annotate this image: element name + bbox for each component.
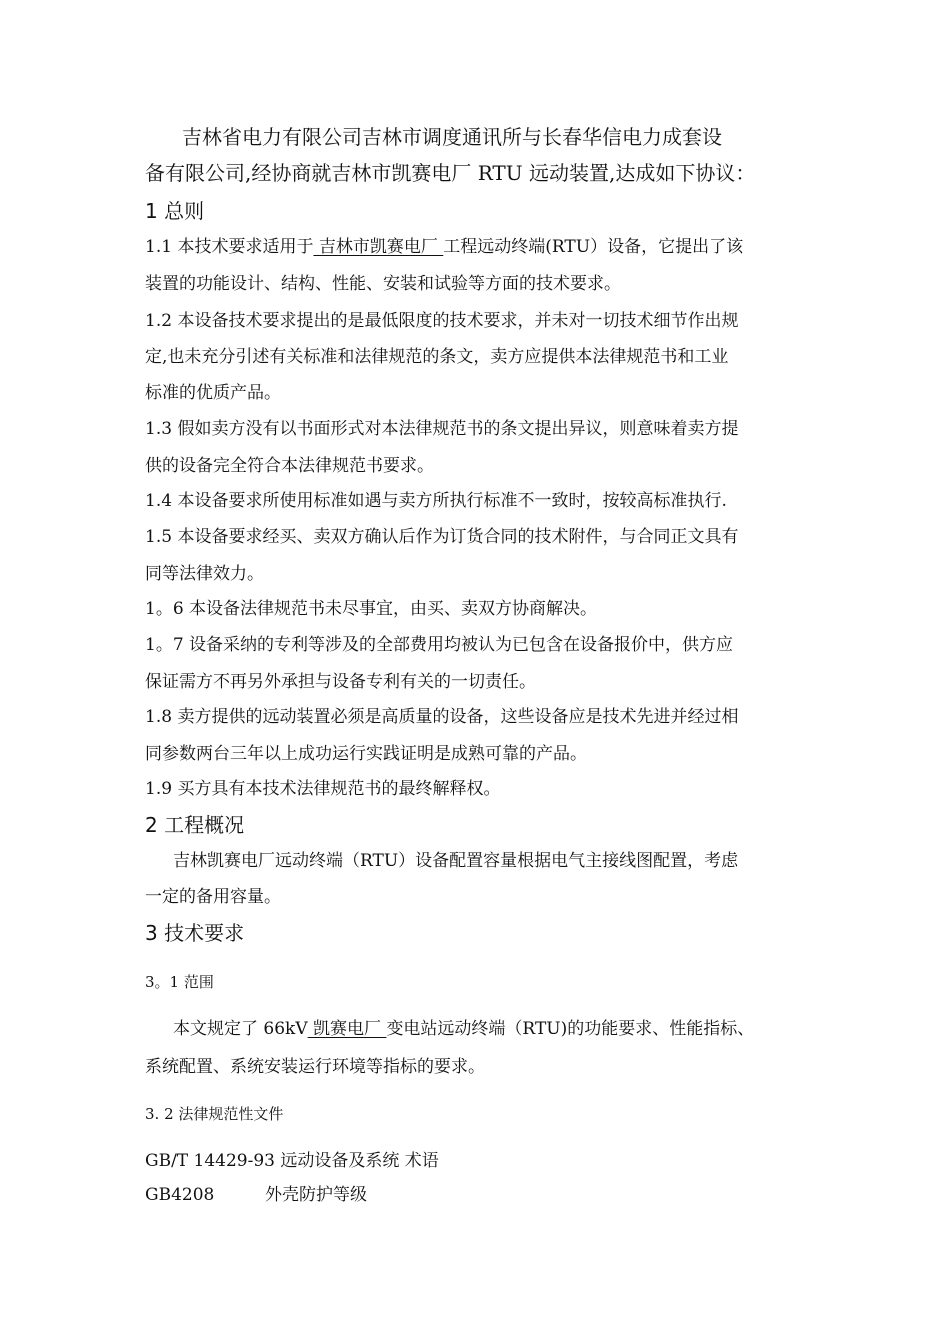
scope-prefix: 本文规定了 66kV bbox=[173, 1019, 308, 1039]
section-2-para-line-1: 吉林凯赛电厂远动终端（RTU）设备配置容量根据电气主接线图配置，考虑 bbox=[173, 851, 739, 871]
clause-1-6: 1。6 本设备法律规范书未尽事宜，由买、卖双方协商解决。 bbox=[145, 599, 598, 619]
clause-1-8-line-1: 1.8 卖方提供的远动装置必须是高质量的设备，这些设备应是技术先进并经过相 bbox=[145, 707, 739, 727]
clause-1-2-line-1: 1.2 本设备技术要求提出的是最低限度的技术要求，并未对一切技术细节作出规 bbox=[145, 311, 739, 331]
reference-code: GB/T 14429-93 bbox=[145, 1151, 275, 1171]
clause-1-1-line-2: 装置的功能设计、结构、性能、安装和试验等方面的技术要求。 bbox=[145, 274, 621, 294]
clause-1-3-line-1: 1.3 假如卖方没有以书面形式对本法律规范书的条文提出异议，则意味着卖方提 bbox=[145, 419, 739, 439]
clause-1-3-line-2: 供的设备完全符合本法律规范书要求。 bbox=[145, 456, 434, 476]
section-3-para-line-2: 系统配置、系统安装运行环境等指标的要求。 bbox=[145, 1057, 485, 1077]
subsection-3-2-heading: 3. 2 法律规范性文件 bbox=[145, 1105, 284, 1123]
clause-1-1-prefix: 1.1 本技术要求适用于 bbox=[145, 237, 314, 257]
scope-suffix: 变电站远动终端（RTU)的功能要求、性能指标、 bbox=[386, 1019, 755, 1039]
clause-1-2-line-3: 标准的优质产品。 bbox=[145, 383, 281, 403]
clause-1-1-suffix: 工程远动终端(RTU）设备，它提出了该 bbox=[443, 237, 744, 257]
intro-line-1: 吉林省电力有限公司吉林市调度通讯所与长春华信电力成套设 bbox=[182, 125, 722, 149]
reference-row bbox=[145, 1184, 367, 1206]
clause-1-4: 1.4 本设备要求所使用标准如遇与卖方所执行标准不一致时，按较高标准执行. bbox=[145, 491, 727, 511]
section-2-heading: 2 工程概况 bbox=[145, 813, 245, 837]
clause-1-8-line-2: 同参数两台三年以上成功运行实践证明是成熟可靠的产品。 bbox=[145, 744, 587, 764]
clause-1-7-line-1: 1。7 设备采纳的专利等涉及的全部费用均被认为已包含在设备报价中，供方应 bbox=[145, 635, 734, 655]
clause-1-5-line-2: 同等法律效力。 bbox=[145, 564, 264, 584]
section-3-para-line-1 bbox=[173, 1018, 754, 1040]
clause-1-1-line-1 bbox=[145, 236, 743, 258]
clause-1-5-line-1: 1.5 本设备要求经买、卖双方确认后作为订货合同的技术附件，与合同正文具有 bbox=[145, 527, 739, 547]
reference-title: 外壳防护等级 bbox=[265, 1185, 367, 1205]
section-2-para-line-2: 一定的备用容量。 bbox=[145, 887, 281, 907]
plant-name-underlined: 凯赛电厂 bbox=[307, 1019, 387, 1039]
section-3-heading: 3 技术要求 bbox=[145, 921, 245, 945]
subsection-3-1-heading: 3。1 范围 bbox=[145, 973, 214, 991]
reference-title: 远动设备及系统 术语 bbox=[275, 1151, 439, 1171]
reference-row bbox=[145, 1150, 439, 1172]
clause-1-9: 1.9 买方具有本技术法律规范书的最终解释权。 bbox=[145, 779, 501, 799]
section-1-heading: 1 总则 bbox=[145, 199, 205, 223]
intro-line-2: 备有限公司,经协商就吉林市凯赛电厂 RTU 远动装置,达成如下协议： bbox=[145, 161, 756, 185]
reference-code: GB4208 bbox=[145, 1185, 215, 1205]
clause-1-7-line-2: 保证需方不再另外承担与设备专利有关的一切责任。 bbox=[145, 672, 536, 692]
clause-1-2-line-2: 定,也未充分引述有关标准和法律规范的条文，卖方应提供本法律规范书和工业 bbox=[145, 347, 729, 367]
project-name-underlined: 吉林市凯赛电厂 bbox=[313, 237, 444, 257]
